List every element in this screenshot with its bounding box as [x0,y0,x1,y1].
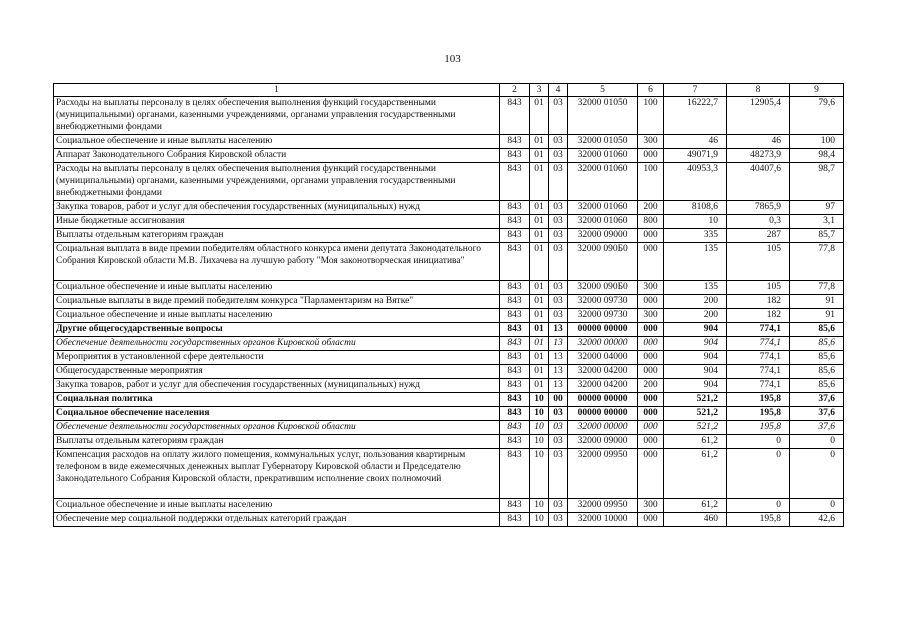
plan-value: 10 [664,215,727,229]
column-number-7: 7 [664,84,727,97]
section-code: 10 [530,449,549,499]
section-code: 10 [530,407,549,421]
target-article: 00000 00000 [568,407,638,421]
table-row [54,379,844,393]
row-name: Расходы на выплаты персоналу в целях обеспечения выполнения функций государственными (муниципальными) органами, казенными учреждениями, органами управления государственными внебюджетными фондами [54,163,500,201]
actual-value: 774,1 [727,379,790,393]
ministry-code: 843 [500,435,530,449]
subsection-code: 03 [549,295,568,309]
section-code: 01 [530,229,549,243]
actual-value: 7865,9 [727,201,790,215]
table-row [54,243,844,281]
table-row [54,337,844,351]
ministry-code: 843 [500,149,530,163]
plan-value: 61,2 [664,499,727,513]
actual-value: 774,1 [727,323,790,337]
section-code: 01 [530,215,549,229]
row-name: Выплаты отдельным категориям граждан [54,229,500,243]
column-number-3: 3 [530,84,549,97]
actual-value: 195,8 [727,407,790,421]
target-article: 32000 09730 [568,309,638,323]
plan-value: 40953,3 [664,163,727,201]
ministry-code: 843 [500,393,530,407]
percent-value: 37,6 [790,393,844,407]
percent-value: 37,6 [790,421,844,435]
target-article: 32000 09000 [568,435,638,449]
target-article: 32000 09000 [568,229,638,243]
section-code: 01 [530,337,549,351]
ministry-code: 843 [500,499,530,513]
percent-value: 0 [790,449,844,499]
percent-value: 0 [790,499,844,513]
row-name: Обеспечение мер социальной поддержки отдельных категорий граждан [54,513,500,527]
section-code: 01 [530,379,549,393]
subsection-code: 03 [549,499,568,513]
subsection-code: 03 [549,163,568,201]
target-article: 32000 090Б0 [568,281,638,295]
section-code: 10 [530,421,549,435]
actual-value: 105 [727,281,790,295]
table-row [54,499,844,513]
section-code: 10 [530,393,549,407]
target-article: 32000 090Б0 [568,243,638,281]
table-row [54,421,844,435]
table-row [54,97,844,135]
plan-value: 904 [664,337,727,351]
percent-value: 91 [790,309,844,323]
column-number-9: 9 [790,84,844,97]
plan-value: 8108,6 [664,201,727,215]
ministry-code: 843 [500,163,530,201]
page-number: 103 [444,53,461,65]
expense-type: 300 [638,281,664,295]
table-row [54,295,844,309]
target-article: 32000 04200 [568,365,638,379]
row-name: Другие общегосударственные вопросы [54,323,500,337]
percent-value: 98,7 [790,163,844,201]
ministry-code: 843 [500,449,530,499]
subsection-code: 03 [549,421,568,435]
table-row [54,449,844,499]
actual-value: 182 [727,309,790,323]
subsection-code: 00 [549,393,568,407]
row-name: Иные бюджетные ассигнования [54,215,500,229]
section-code: 10 [530,513,549,527]
expense-type: 000 [638,513,664,527]
expense-type: 000 [638,337,664,351]
row-name: Расходы на выплаты персоналу в целях обеспечения выполнения функций государственными (муниципальными) органами, казенными учреждениями, органами управления государственными внебюджетными фондами [54,97,500,135]
row-name: Социальная выплата в виде премии победителям областного конкурса имени депутата Законодательного Собрания Кировской области М.В. Лихачева на лучшую работу "Моя законотворческая инициатива" [54,243,500,281]
row-name: Обеспечение деятельности государственных органов Кировской области [54,337,500,351]
subsection-code: 03 [549,513,568,527]
actual-value: 195,8 [727,513,790,527]
actual-value: 195,8 [727,393,790,407]
row-name: Компенсация расходов на оплату жилого помещения, коммунальных услуг, пользования квартирным телефоном в виде ежемесячных денежных выплат Губернатору Кировской области и Председателю Законодательного Собрания Кировской области, прекратившим исполнение своих полномочий [54,449,500,499]
expense-type: 000 [638,365,664,379]
subsection-code: 03 [549,309,568,323]
target-article: 32000 10000 [568,513,638,527]
expense-type: 300 [638,499,664,513]
ministry-code: 843 [500,281,530,295]
expense-type: 000 [638,323,664,337]
row-name: Мероприятия в установленной сфере деятельности [54,351,500,365]
percent-value: 100 [790,135,844,149]
plan-value: 200 [664,295,727,309]
expense-type: 000 [638,435,664,449]
percent-value: 3,1 [790,215,844,229]
actual-value: 0 [727,499,790,513]
plan-value: 521,2 [664,407,727,421]
row-name: Социальное обеспечение и иные выплаты населению [54,309,500,323]
target-article: 32000 01060 [568,163,638,201]
table-row [54,149,844,163]
plan-value: 904 [664,323,727,337]
table-row [54,407,844,421]
actual-value: 195,8 [727,421,790,435]
percent-value: 85,7 [790,229,844,243]
target-article: 32000 09950 [568,499,638,513]
row-name: Аппарат Законодательного Собрания Кировской области [54,149,500,163]
ministry-code: 843 [500,323,530,337]
target-article: 32000 01060 [568,201,638,215]
section-code: 01 [530,201,549,215]
subsection-code: 13 [549,379,568,393]
target-article: 00000 00000 [568,393,638,407]
subsection-code: 03 [549,449,568,499]
target-article: 32000 04200 [568,379,638,393]
section-code: 01 [530,323,549,337]
percent-value: 77,8 [790,243,844,281]
column-number-5: 5 [568,84,638,97]
plan-value: 904 [664,365,727,379]
plan-value: 460 [664,513,727,527]
plan-value: 135 [664,243,727,281]
expense-type: 000 [638,295,664,309]
ministry-code: 843 [500,201,530,215]
percent-value: 37,6 [790,407,844,421]
percent-value: 91 [790,295,844,309]
plan-value: 904 [664,351,727,365]
subsection-code: 13 [549,337,568,351]
actual-value: 0,3 [727,215,790,229]
expense-type: 000 [638,149,664,163]
ministry-code: 843 [500,407,530,421]
plan-value: 61,2 [664,449,727,499]
section-code: 01 [530,281,549,295]
subsection-code: 03 [549,281,568,295]
table-row [54,323,844,337]
table-row [54,351,844,365]
expense-type: 000 [638,449,664,499]
actual-value: 12905,4 [727,97,790,135]
target-article: 32000 09730 [568,295,638,309]
expense-type: 200 [638,201,664,215]
ministry-code: 843 [500,365,530,379]
target-article: 32000 00000 [568,337,638,351]
plan-value: 904 [664,379,727,393]
ministry-code: 843 [500,229,530,243]
row-name: Закупка товаров, работ и услуг для обеспечения государственных (муниципальных) нужд [54,201,500,215]
row-name: Выплаты отдельным категориям граждан [54,435,500,449]
actual-value: 182 [727,295,790,309]
section-code: 01 [530,243,549,281]
expense-type: 200 [638,379,664,393]
row-name: Социальное обеспечение и иные выплаты населению [54,281,500,295]
row-name: Социальное обеспечение населения [54,407,500,421]
subsection-code: 03 [549,135,568,149]
table-row [54,135,844,149]
ministry-code: 843 [500,337,530,351]
target-article: 32000 01050 [568,135,638,149]
percent-value: 77,8 [790,281,844,295]
percent-value: 42,6 [790,513,844,527]
target-article: 32000 01060 [568,149,638,163]
table-row [54,201,844,215]
expense-type: 000 [638,393,664,407]
section-code: 01 [530,295,549,309]
plan-value: 521,2 [664,421,727,435]
subsection-code: 03 [549,149,568,163]
percent-value: 79,6 [790,97,844,135]
expense-type: 800 [638,215,664,229]
plan-value: 200 [664,309,727,323]
section-code: 10 [530,499,549,513]
table-row [54,281,844,295]
plan-value: 16222,7 [664,97,727,135]
ministry-code: 843 [500,309,530,323]
budget-table [53,83,844,527]
expense-type: 000 [638,407,664,421]
actual-value: 774,1 [727,337,790,351]
expense-type: 000 [638,421,664,435]
plan-value: 46 [664,135,727,149]
table-row [54,163,844,201]
actual-value: 105 [727,243,790,281]
table-row [54,229,844,243]
actual-value: 40407,6 [727,163,790,201]
table-row [54,393,844,407]
plan-value: 135 [664,281,727,295]
target-article: 32000 01050 [568,97,638,135]
row-name: Социальное обеспечение и иные выплаты населению [54,499,500,513]
percent-value: 98,4 [790,149,844,163]
section-code: 10 [530,435,549,449]
actual-value: 287 [727,229,790,243]
plan-value: 521,2 [664,393,727,407]
expense-type: 100 [638,163,664,201]
row-name: Общегосударственные мероприятия [54,365,500,379]
ministry-code: 843 [500,379,530,393]
expense-type: 100 [638,97,664,135]
expense-type: 000 [638,229,664,243]
target-article: 32000 04000 [568,351,638,365]
column-number-4: 4 [549,84,568,97]
ministry-code: 843 [500,135,530,149]
plan-value: 335 [664,229,727,243]
column-number-1: 1 [54,84,500,97]
target-article: 32000 00000 [568,421,638,435]
section-code: 01 [530,149,549,163]
percent-value: 85,6 [790,323,844,337]
subsection-code: 03 [549,435,568,449]
plan-value: 49071,9 [664,149,727,163]
ministry-code: 843 [500,295,530,309]
plan-value: 61,2 [664,435,727,449]
subsection-code: 03 [549,215,568,229]
target-article: 00000 00000 [568,323,638,337]
actual-value: 774,1 [727,351,790,365]
ministry-code: 843 [500,215,530,229]
subsection-code: 03 [549,407,568,421]
subsection-code: 13 [549,351,568,365]
actual-value: 48273,9 [727,149,790,163]
actual-value: 774,1 [727,365,790,379]
subsection-code: 03 [549,97,568,135]
percent-value: 97 [790,201,844,215]
subsection-code: 03 [549,243,568,281]
target-article: 32000 01060 [568,215,638,229]
row-name: Закупка товаров, работ и услуг для обеспечения государственных (муниципальных) нужд [54,379,500,393]
actual-value: 0 [727,449,790,499]
percent-value: 85,6 [790,379,844,393]
table-row [54,365,844,379]
expense-type: 300 [638,309,664,323]
section-code: 01 [530,365,549,379]
section-code: 01 [530,351,549,365]
actual-value: 0 [727,435,790,449]
column-number-2: 2 [500,84,530,97]
percent-value: 85,6 [790,351,844,365]
section-code: 01 [530,135,549,149]
row-name: Социальное обеспечение и иные выплаты населению [54,135,500,149]
table-body [54,84,844,527]
row-name: Обеспечение деятельности государственных органов Кировской области [54,421,500,435]
subsection-code: 13 [549,365,568,379]
actual-value: 46 [727,135,790,149]
expense-type: 000 [638,243,664,281]
ministry-code: 843 [500,351,530,365]
percent-value: 85,6 [790,365,844,379]
subsection-code: 03 [549,229,568,243]
table-header-row [54,84,844,97]
column-number-8: 8 [727,84,790,97]
target-article: 32000 09950 [568,449,638,499]
ministry-code: 843 [500,97,530,135]
table-row [54,435,844,449]
subsection-code: 03 [549,201,568,215]
ministry-code: 843 [500,421,530,435]
ministry-code: 843 [500,513,530,527]
expense-type: 000 [638,351,664,365]
row-name: Социальные выплаты в виде премий победителям конкурса "Парламентаризм на Вятке" [54,295,500,309]
percent-value: 0 [790,435,844,449]
row-name: Социальная политика [54,393,500,407]
section-code: 01 [530,309,549,323]
column-number-6: 6 [638,84,664,97]
section-code: 01 [530,163,549,201]
percent-value: 85,6 [790,337,844,351]
table-row [54,513,844,527]
expense-type: 300 [638,135,664,149]
ministry-code: 843 [500,243,530,281]
table-row [54,309,844,323]
section-code: 01 [530,97,549,135]
table-row [54,215,844,229]
subsection-code: 13 [549,323,568,337]
